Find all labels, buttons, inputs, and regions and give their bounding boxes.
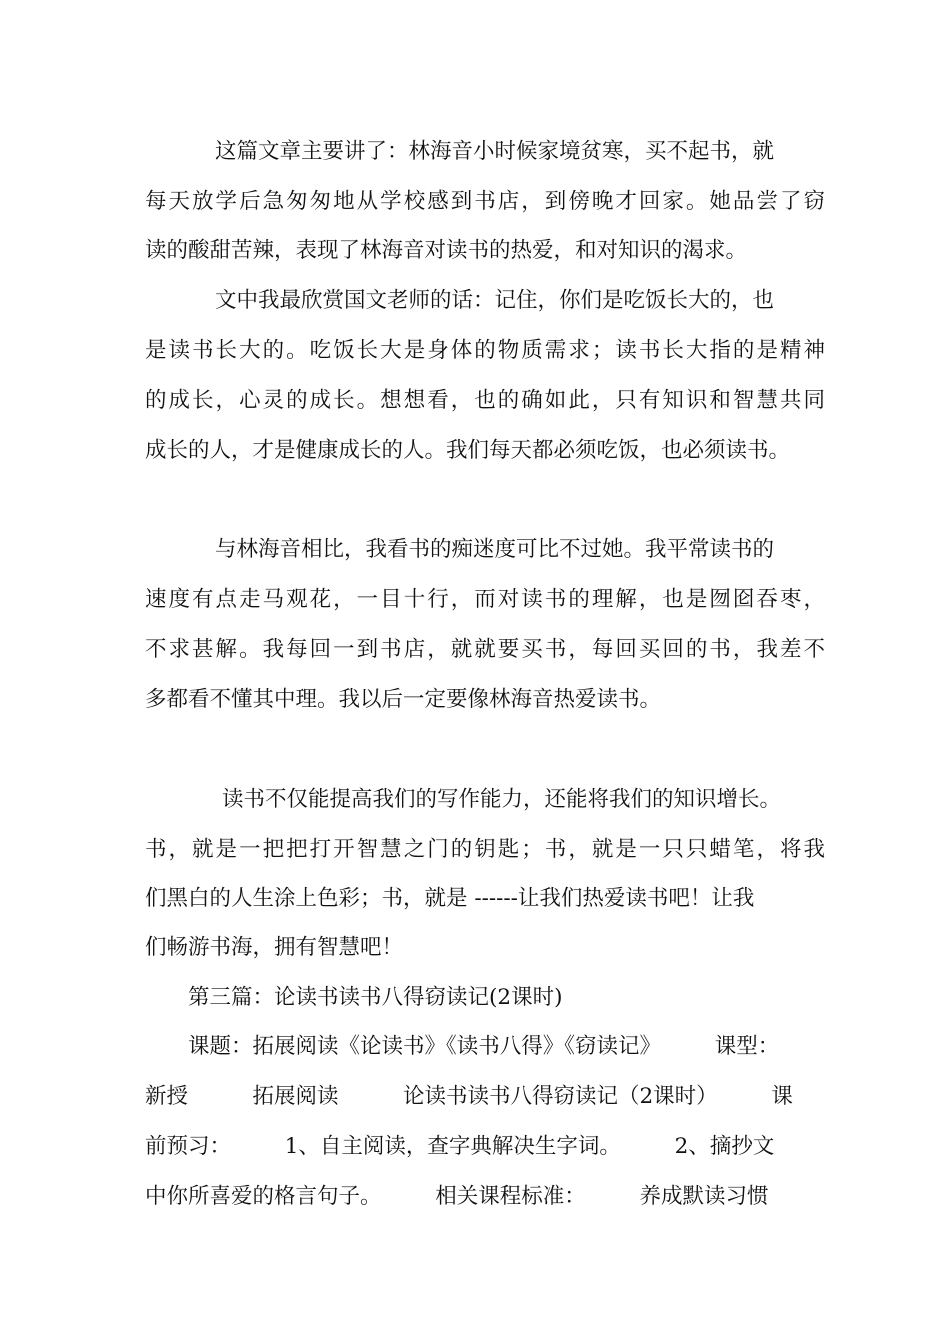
lesson-line-4: 中你所喜爱的格言句子。 相关课程标准： 养成默读习惯	[145, 1184, 769, 1209]
paragraph-4-line-3: 们黑白的人生涂上色彩；书，就是 ------让我们热爱读书吧！让我	[145, 886, 755, 911]
section-heading: 第三篇：论读书读书八得窃读记(2课时)	[188, 985, 563, 1010]
lesson-line-1: 课题：拓展阅读《论读书》《读书八得》《窃读记》 课型：	[188, 1034, 780, 1059]
lesson-line-2: 新授 拓展阅读 论读书读书八得窃读记（2课时） 课	[145, 1084, 793, 1109]
paragraph-4-line-1: 读书不仅能提高我们的写作能力，还能将我们的知识增长。	[222, 787, 782, 812]
paragraph-1-line-1: 这篇文章主要讲了：林海音小时候家境贫寒，买不起书，就	[215, 139, 775, 164]
paragraph-2-line-3: 的成长，心灵的成长。想想看，也的确如此，只有知识和智慧共同	[145, 388, 825, 413]
paragraph-2-line-4: 成长的人，才是健康成长的人。我们每天都必须吃饭，也必须读书。	[145, 438, 791, 463]
paragraph-3-line-4: 多都看不懂其中理。我以后一定要像林海音热爱读书。	[145, 687, 662, 712]
paragraph-3-line-1: 与林海音相比，我看书的痴迷度可比不过她。我平常读书的	[215, 537, 775, 562]
lesson-line-3: 前预习： 1、自主阅读，查字典解决生字词。 2、摘抄文	[145, 1134, 775, 1159]
paragraph-1-line-2: 每天放学后急匆匆地从学校感到书店，到傍晚才回家。她品尝了窃	[145, 189, 825, 214]
paragraph-4-line-4: 们畅游书海，拥有智慧吧！	[145, 935, 404, 960]
paragraph-1-line-3: 读的酸甜苦辣，表现了林海音对读书的热爱，和对知识的渴求。	[145, 238, 748, 263]
paragraph-2-line-1: 文中我最欣赏国文老师的话：记住，你们是吃饭长大的，也	[215, 288, 775, 313]
paragraph-2-line-2: 是读书长大的。吃饭长大是身体的物质需求；读书长大指的是精神	[145, 338, 825, 363]
paragraph-4-line-2: 书，就是一把把打开智慧之门的钥匙；书，就是一只只蜡笔，将我	[145, 837, 825, 862]
paragraph-3-line-2: 速度有点走马观花，一目十行，而对读书的理解，也是囫囵吞枣，	[145, 587, 825, 612]
paragraph-3-line-3: 不求甚解。我每回一到书店，就就要买书，每回买回的书，我差不	[145, 637, 825, 662]
